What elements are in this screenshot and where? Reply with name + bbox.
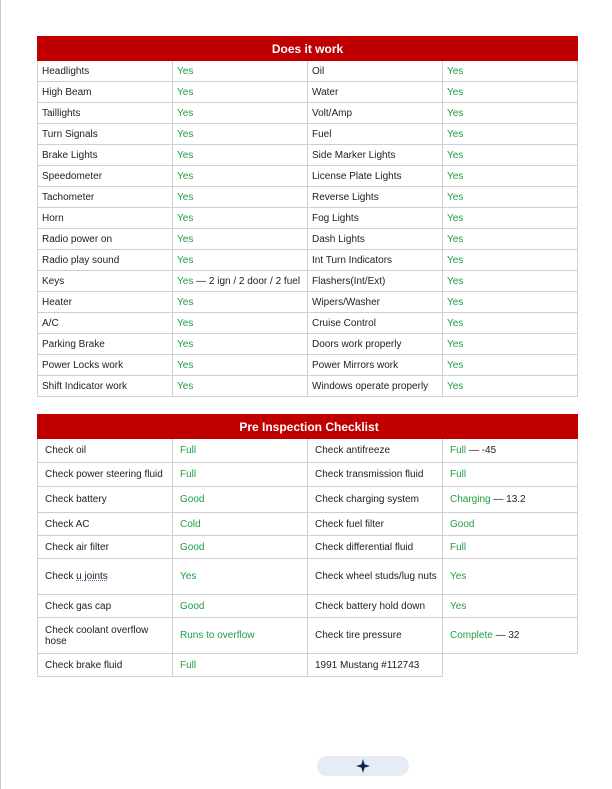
table-row: [38, 124, 578, 145]
item-value: [173, 208, 308, 229]
item-label: Doors work properly: [308, 334, 443, 355]
table-title: Pre Inspection Checklist: [38, 415, 578, 439]
item-label: Speedometer: [38, 166, 173, 187]
item-value: Good: [173, 536, 308, 559]
item-label: Check transmission fluid: [308, 463, 443, 487]
item-value: Yes: [443, 334, 578, 355]
value-text: Yes: [450, 571, 467, 582]
item-value: [443, 487, 578, 513]
item-value: [443, 559, 578, 595]
item-label: Tachometer: [38, 187, 173, 208]
item-label: Check battery hold down: [308, 595, 443, 618]
item-value: Yes: [443, 229, 578, 250]
table-row: [38, 166, 578, 187]
item-value: Yes: [443, 103, 578, 124]
item-label: License Plate Lights: [308, 166, 443, 187]
value-text: Yes: [177, 170, 194, 182]
value-text: Yes: [177, 359, 194, 371]
table-row: [38, 376, 578, 397]
table-row: [38, 61, 578, 82]
item-label: Check tire pressure: [308, 618, 443, 654]
table-row: [38, 229, 578, 250]
value-text: Yes: [177, 254, 194, 266]
item-value: [173, 250, 308, 271]
item-label: High Beam: [38, 82, 173, 103]
label-link[interactable]: u joints: [76, 571, 108, 582]
item-label: Side Marker Lights: [308, 145, 443, 166]
table-row: [38, 355, 578, 376]
table-row: [38, 187, 578, 208]
item-label: Check antifreeze: [308, 439, 443, 463]
value-text: Yes: [177, 296, 194, 308]
item-label: Check air filter: [38, 536, 173, 559]
value-text: Yes: [177, 128, 194, 140]
value-note: — -45: [466, 445, 497, 456]
item-label: Shift Indicator work: [38, 376, 173, 397]
item-value: [173, 271, 308, 292]
item-value: Full: [173, 463, 308, 487]
item-value: [443, 618, 578, 654]
table-row: [38, 313, 578, 334]
item-label: Flashers(Int/Ext): [308, 271, 443, 292]
value-note: — 32: [492, 630, 520, 641]
table-row: [38, 334, 578, 355]
item-value: [443, 536, 578, 559]
item-value: Yes: [443, 145, 578, 166]
page-left-edge: [0, 0, 1, 789]
item-label: Check charging system: [308, 487, 443, 513]
value-text: Yes: [450, 600, 467, 612]
item-label: Check fuel filter: [308, 513, 443, 536]
value-text: Full: [450, 469, 467, 480]
item-value: Yes: [173, 559, 308, 595]
item-label: Water: [308, 82, 443, 103]
item-label: Windows operate properly: [308, 376, 443, 397]
item-value: Yes: [443, 61, 578, 82]
item-value: Runs to overflow: [173, 618, 308, 654]
item-label: Oil: [308, 61, 443, 82]
table-row: [38, 250, 578, 271]
item-label: Int Turn Indicators: [308, 250, 443, 271]
item-label: 1991 Mustang #112743: [308, 654, 443, 677]
item-value: [173, 376, 308, 397]
table-row: [38, 271, 578, 292]
item-label: Parking Brake: [38, 334, 173, 355]
item-label: Check brake fluid: [38, 654, 173, 677]
table-row: [38, 292, 578, 313]
item-label: Check oil: [38, 439, 173, 463]
table-row: [38, 439, 578, 463]
item-value: [173, 229, 308, 250]
item-value: Yes: [443, 355, 578, 376]
item-label: A/C: [38, 313, 173, 334]
item-value: [443, 513, 578, 536]
item-label: Fog Lights: [308, 208, 443, 229]
does-it-work-table: [37, 36, 578, 397]
item-label: Dash Lights: [308, 229, 443, 250]
item-value: Yes: [443, 124, 578, 145]
value-text: Yes: [177, 338, 194, 350]
item-label: Cruise Control: [308, 313, 443, 334]
item-label: [38, 559, 173, 595]
value-text: Full: [450, 541, 467, 553]
item-value: [173, 313, 308, 334]
item-label: Fuel: [308, 124, 443, 145]
value-text: Full: [450, 445, 467, 456]
item-label: Heater: [38, 292, 173, 313]
item-value: Yes: [443, 82, 578, 103]
item-label: Taillights: [38, 103, 173, 124]
item-value: Good: [173, 595, 308, 618]
item-label: Check differential fluid: [308, 536, 443, 559]
value-text: Good: [450, 518, 475, 530]
item-value: Yes: [443, 208, 578, 229]
value-text: Complete: [450, 630, 493, 641]
value-note: — 13.2: [490, 494, 526, 505]
item-label: Headlights: [38, 61, 173, 82]
item-value: [173, 355, 308, 376]
item-value: [173, 61, 308, 82]
item-value: [443, 595, 578, 618]
item-value: [173, 103, 308, 124]
value-text: Yes: [177, 275, 194, 287]
item-value: [173, 334, 308, 355]
value-text: Yes: [177, 65, 194, 77]
item-value: Yes: [443, 376, 578, 397]
table-row: [38, 463, 578, 487]
item-label: Radio power on: [38, 229, 173, 250]
bottom-toolbar[interactable]: [317, 756, 409, 776]
table-row: [38, 654, 578, 677]
item-label: Turn Signals: [38, 124, 173, 145]
item-value: [173, 166, 308, 187]
item-label: Power Mirrors work: [308, 355, 443, 376]
label-prefix: Check: [45, 571, 77, 582]
table-row: [38, 536, 578, 559]
item-value: Full: [173, 439, 308, 463]
value-note: — 2 ign / 2 door / 2 fuel: [193, 275, 301, 287]
item-value: Yes: [443, 292, 578, 313]
sparkle-icon[interactable]: [356, 759, 370, 773]
value-text: Yes: [177, 212, 194, 224]
item-label: Check coolant overflow hose: [38, 618, 173, 654]
table-row: [38, 618, 578, 654]
item-value: Good: [173, 487, 308, 513]
value-text: Yes: [177, 149, 194, 161]
table-row: [38, 103, 578, 124]
table-row: [38, 559, 578, 595]
item-value: [443, 439, 578, 463]
table-row: [38, 82, 578, 103]
item-value: Yes: [443, 250, 578, 271]
item-value: [173, 292, 308, 313]
item-label: Brake Lights: [38, 145, 173, 166]
value-text: Yes: [177, 233, 194, 245]
item-label: Radio play sound: [38, 250, 173, 271]
item-value: Yes: [443, 313, 578, 334]
item-value: [173, 82, 308, 103]
table-row: [38, 513, 578, 536]
value-text: Yes: [177, 317, 194, 329]
empty-cell: [443, 654, 578, 677]
item-label: Power Locks work: [38, 355, 173, 376]
item-value: [443, 463, 578, 487]
item-label: Check power steering fluid: [38, 463, 173, 487]
table-row: [38, 145, 578, 166]
item-label: Check battery: [38, 487, 173, 513]
item-value: Yes: [443, 187, 578, 208]
pre-inspection-table: [37, 414, 578, 677]
item-value: [173, 145, 308, 166]
value-text: Yes: [177, 107, 194, 119]
value-text: Yes: [177, 86, 194, 98]
item-value: [173, 124, 308, 145]
item-label: Reverse Lights: [308, 187, 443, 208]
item-label: Wipers/Washer: [308, 292, 443, 313]
item-label: Check AC: [38, 513, 173, 536]
table-row: [38, 208, 578, 229]
value-text: Yes: [177, 191, 194, 203]
item-value: Yes: [443, 166, 578, 187]
item-label: Check wheel studs/lug nuts: [308, 559, 443, 595]
item-value: [173, 187, 308, 208]
value-text: Charging: [450, 494, 491, 505]
table-title: Does it work: [38, 37, 578, 61]
item-label: Volt/Amp: [308, 103, 443, 124]
table-row: [38, 487, 578, 513]
item-value: Yes: [443, 271, 578, 292]
table-row: [38, 595, 578, 618]
item-label: Check gas cap: [38, 595, 173, 618]
item-value: Cold: [173, 513, 308, 536]
item-value: Full: [173, 654, 308, 677]
value-text: Yes: [177, 380, 194, 392]
item-label: Keys: [38, 271, 173, 292]
item-label: Horn: [38, 208, 173, 229]
